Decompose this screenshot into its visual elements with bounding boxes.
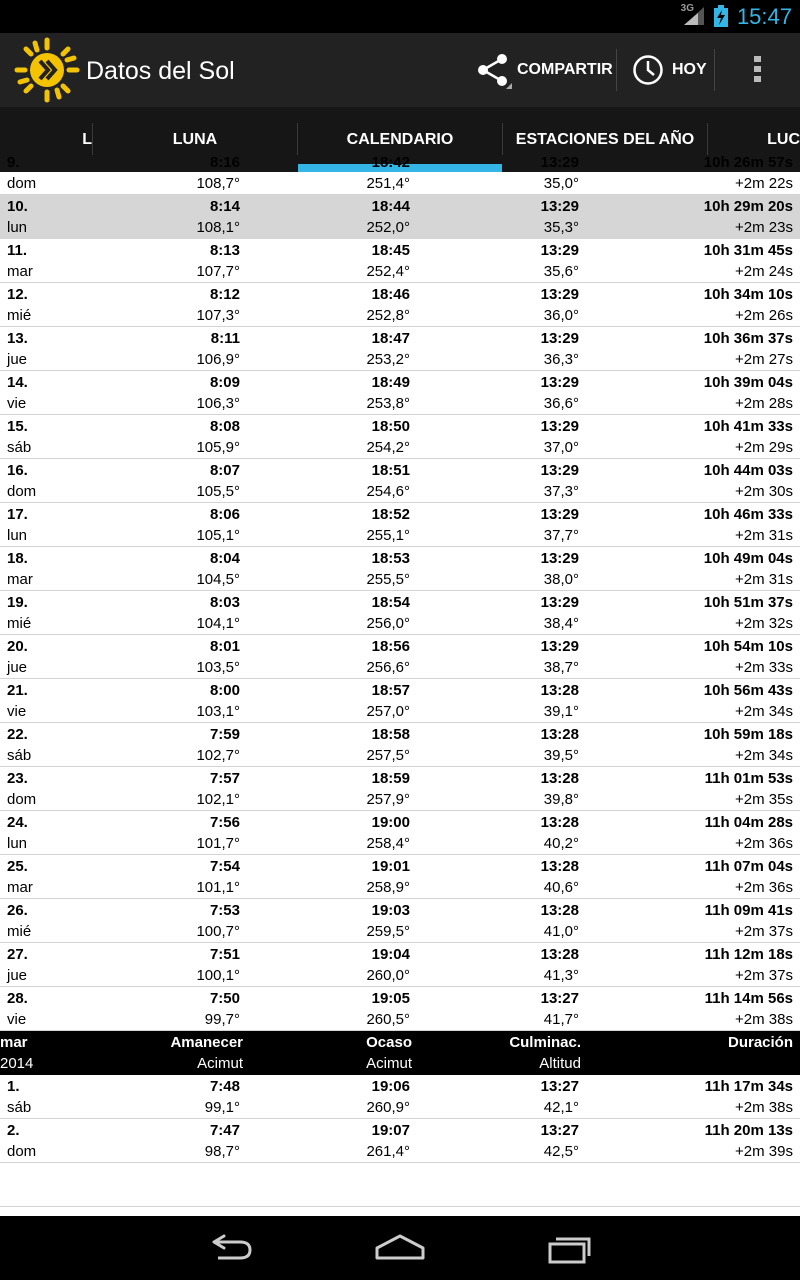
- sunset-azimuth: 260,0°: [366, 967, 410, 984]
- duration-delta: +2m 35s: [735, 791, 793, 808]
- header-year: 2014: [0, 1055, 34, 1072]
- sunset-time: 18:56: [371, 638, 410, 655]
- sunrise-time: 7:57: [209, 770, 240, 787]
- sunset-azimuth: 254,2°: [366, 439, 410, 456]
- sunset-azimuth: 255,1°: [366, 527, 410, 544]
- duration-delta: +2m 27s: [735, 351, 793, 368]
- sunrise-time: 8:00: [209, 682, 240, 699]
- weekday: jue: [7, 659, 28, 676]
- sunset-azimuth: 257,5°: [366, 747, 410, 764]
- culmination-altitude: 37,3°: [543, 483, 579, 500]
- day-duration: 10h 44m 03s: [703, 462, 793, 479]
- table-row[interactable]: [0, 371, 800, 415]
- sunrise-time: 8:12: [209, 286, 240, 303]
- weekday: vie: [7, 703, 27, 720]
- sunrise-time: 7:48: [209, 1078, 240, 1095]
- sunset-azimuth: 253,2°: [366, 351, 410, 368]
- network-type: 3G: [680, 3, 694, 14]
- day-duration: 10h 51m 37s: [703, 594, 793, 611]
- header-sunrise-azimuth: Acimut: [197, 1055, 243, 1072]
- sunrise-time: 8:14: [209, 198, 240, 215]
- day-number: 25.: [7, 858, 28, 875]
- sunset-time: 19:04: [371, 946, 410, 963]
- sunset-azimuth: 260,9°: [366, 1099, 410, 1116]
- sunrise-azimuth: 104,1°: [196, 615, 240, 632]
- day-number: 19.: [7, 594, 28, 611]
- day-number: 14.: [7, 374, 28, 391]
- header-sunset-azimuth: Acimut: [366, 1055, 412, 1072]
- sunset-time: 18:42: [371, 154, 410, 171]
- day-duration: 10h 36m 37s: [703, 330, 793, 347]
- day-duration: 10h 49m 04s: [703, 550, 793, 567]
- sunset-azimuth: 260,5°: [366, 1011, 410, 1028]
- day-number: 2.: [7, 1122, 20, 1139]
- table-row[interactable]: [0, 855, 800, 899]
- sunrise-azimuth: 103,5°: [196, 659, 240, 676]
- day-duration: 11h 09m 41s: [704, 902, 793, 919]
- today-label: HOY: [672, 61, 707, 78]
- sunset-time: 19:00: [371, 814, 410, 831]
- weekday: mié: [7, 923, 32, 940]
- sunset-time: 18:59: [371, 770, 410, 787]
- duration-delta: +2m 37s: [735, 967, 793, 984]
- culmination-altitude: 39,5°: [543, 747, 579, 764]
- month-header-row: [0, 1031, 800, 1075]
- day-duration: 11h 17m 34s: [704, 1078, 793, 1095]
- table-row[interactable]: [0, 239, 800, 283]
- sunset-azimuth: 261,4°: [366, 1143, 410, 1160]
- culmination-time: 13:29: [540, 506, 579, 523]
- table-row[interactable]: [0, 195, 800, 239]
- app-title: Datos del Sol: [86, 57, 235, 85]
- day-number: 20.: [7, 638, 28, 655]
- weekday: dom: [7, 791, 37, 808]
- culmination-altitude: 40,6°: [543, 879, 579, 896]
- tab-luna[interactable]: LUNA: [172, 130, 218, 148]
- day-number: 13.: [7, 330, 28, 347]
- culmination-time: 13:28: [540, 814, 579, 831]
- sunrise-time: 7:59: [209, 726, 240, 743]
- weekday: sáb: [7, 747, 32, 764]
- weekday: vie: [7, 395, 27, 412]
- day-duration: 11h 04m 28s: [704, 814, 793, 831]
- day-number: 12.: [7, 286, 28, 303]
- sunset-time: 18:54: [371, 594, 410, 611]
- table-row[interactable]: [0, 503, 800, 547]
- day-duration: 10h 31m 45s: [703, 242, 793, 259]
- sunset-time: 18:44: [371, 198, 410, 215]
- sunset-time: 19:07: [371, 1122, 410, 1139]
- weekday: mar: [7, 263, 33, 280]
- culmination-altitude: 37,7°: [543, 527, 579, 544]
- table-row[interactable]: [0, 151, 800, 195]
- culmination-time: 13:28: [540, 902, 579, 919]
- clock-icon: [632, 54, 664, 86]
- sunset-time: 18:53: [371, 550, 410, 567]
- day-duration: 10h 46m 33s: [703, 506, 793, 523]
- table-row[interactable]: [0, 723, 800, 767]
- culmination-time: 13:29: [540, 242, 579, 259]
- day-number: 23.: [7, 770, 28, 787]
- day-number: 22.: [7, 726, 28, 743]
- weekday: sáb: [7, 439, 32, 456]
- sunrise-time: 8:09: [209, 374, 240, 391]
- more-vertical-icon: [753, 55, 763, 85]
- culmination-altitude: 35,0°: [543, 175, 579, 192]
- culmination-altitude: 37,0°: [543, 439, 579, 456]
- sunrise-azimuth: 108,7°: [196, 175, 240, 192]
- duration-delta: +2m 30s: [735, 483, 793, 500]
- culmination-altitude: 39,1°: [543, 703, 579, 720]
- sunrise-time: 8:01: [209, 638, 240, 655]
- duration-delta: +2m 31s: [735, 571, 793, 588]
- sunrise-azimuth: 98,7°: [204, 1143, 240, 1160]
- recent-apps-icon[interactable]: [540, 1228, 600, 1268]
- culmination-time: 13:27: [540, 990, 579, 1007]
- culmination-altitude: 38,0°: [543, 571, 579, 588]
- sunset-time: 18:47: [371, 330, 410, 347]
- duration-delta: +2m 32s: [735, 615, 793, 632]
- day-duration: 10h 26m 57s: [703, 154, 793, 171]
- day-number: 9.: [7, 154, 20, 171]
- sunrise-azimuth: 100,7°: [196, 923, 240, 940]
- day-duration: 11h 14m 56s: [704, 990, 793, 1007]
- table-row[interactable]: [0, 1075, 800, 1119]
- weekday: dom: [7, 483, 37, 500]
- culmination-time: 13:28: [540, 770, 579, 787]
- culmination-time: 13:29: [540, 594, 579, 611]
- duration-delta: +2m 34s: [735, 703, 793, 720]
- sunrise-azimuth: 107,7°: [196, 263, 240, 280]
- duration-delta: +2m 24s: [735, 263, 793, 280]
- sunset-azimuth: 254,6°: [366, 483, 410, 500]
- header-sunset: Ocaso: [366, 1034, 412, 1051]
- culmination-altitude: 38,4°: [543, 615, 579, 632]
- sunset-azimuth: 253,8°: [366, 395, 410, 412]
- sunset-azimuth: 252,0°: [366, 219, 410, 236]
- day-number: 16.: [7, 462, 28, 479]
- culmination-altitude: 38,7°: [543, 659, 579, 676]
- tab-partial-right[interactable]: LUC: [767, 130, 800, 148]
- culmination-altitude: 41,0°: [543, 923, 579, 940]
- culmination-altitude: 41,3°: [543, 967, 579, 984]
- culmination-altitude: 35,6°: [543, 263, 579, 280]
- day-duration: 10h 59m 18s: [703, 726, 793, 743]
- culmination-time: 13:29: [540, 330, 579, 347]
- weekday: lun: [7, 835, 28, 852]
- table-row[interactable]: [0, 547, 800, 591]
- home-icon[interactable]: [370, 1228, 430, 1268]
- culmination-time: 13:29: [540, 550, 579, 567]
- weekday: mar: [7, 571, 33, 588]
- header-duration: Duración: [727, 1034, 793, 1051]
- culmination-altitude: 39,8°: [543, 791, 579, 808]
- day-number: 21.: [7, 682, 28, 699]
- system-nav-bar: [0, 1216, 800, 1280]
- duration-delta: +2m 28s: [735, 395, 793, 412]
- sunrise-azimuth: 105,5°: [196, 483, 240, 500]
- day-number: 28.: [7, 990, 28, 1007]
- table-body: [0, 195, 800, 1207]
- sunset-azimuth: 252,8°: [366, 307, 410, 324]
- culmination-time: 13:29: [540, 374, 579, 391]
- sunrise-time: 7:51: [209, 946, 240, 963]
- duration-delta: +2m 34s: [735, 747, 793, 764]
- sunset-azimuth: 257,9°: [366, 791, 410, 808]
- table-row[interactable]: [0, 943, 800, 987]
- day-duration: 10h 29m 20s: [703, 198, 793, 215]
- sunrise-azimuth: 105,9°: [196, 439, 240, 456]
- day-duration: 11h 01m 53s: [704, 770, 793, 787]
- action-divider: [616, 49, 617, 91]
- sunrise-azimuth: 104,5°: [196, 571, 240, 588]
- weekday: sáb: [7, 1099, 32, 1116]
- day-duration: 10h 34m 10s: [703, 286, 793, 303]
- duration-delta: +2m 39s: [735, 1143, 793, 1160]
- culmination-altitude: 40,2°: [543, 835, 579, 852]
- sunrise-time: 8:07: [209, 462, 240, 479]
- sunset-azimuth: 255,5°: [366, 571, 410, 588]
- sunset-time: 19:06: [371, 1078, 410, 1095]
- day-number: 24.: [7, 814, 28, 831]
- duration-delta: +2m 31s: [735, 527, 793, 544]
- sunrise-azimuth: 100,1°: [196, 967, 240, 984]
- day-number: 10.: [7, 198, 28, 215]
- sunset-azimuth: 259,5°: [366, 923, 410, 940]
- day-duration: 10h 54m 10s: [703, 638, 793, 655]
- day-number: 15.: [7, 418, 28, 435]
- table-row[interactable]: [0, 415, 800, 459]
- weekday: dom: [7, 175, 37, 192]
- table-row[interactable]: [0, 635, 800, 679]
- culmination-time: 13:29: [540, 418, 579, 435]
- clock: 15:47: [736, 4, 792, 29]
- duration-delta: +2m 38s: [735, 1099, 793, 1116]
- sunrise-time: 8:16: [209, 154, 240, 171]
- sunrise-time: 8:08: [209, 418, 240, 435]
- day-number: 1.: [7, 1078, 20, 1095]
- sunset-time: 18:52: [371, 506, 410, 523]
- culmination-time: 13:27: [540, 1078, 579, 1095]
- duration-delta: +2m 37s: [735, 923, 793, 940]
- duration-delta: +2m 29s: [735, 439, 793, 456]
- culmination-time: 13:29: [540, 198, 579, 215]
- culmination-time: 13:29: [540, 638, 579, 655]
- day-duration: 11h 20m 13s: [704, 1122, 793, 1139]
- header-month: mar: [0, 1034, 28, 1051]
- culmination-altitude: 41,7°: [543, 1011, 579, 1028]
- weekday: mié: [7, 615, 32, 632]
- today-button[interactable]: [632, 33, 714, 107]
- sunset-time: 18:50: [371, 418, 410, 435]
- weekday: jue: [7, 351, 28, 368]
- header-sunrise: Amanecer: [170, 1034, 243, 1051]
- culmination-time: 13:29: [540, 462, 579, 479]
- culmination-time: 13:28: [540, 682, 579, 699]
- culmination-altitude: 36,6°: [543, 395, 579, 412]
- sunset-time: 18:57: [371, 682, 410, 699]
- culmination-time: 13:29: [540, 154, 579, 171]
- sunrise-time: 7:47: [209, 1122, 240, 1139]
- action-bar: [0, 33, 800, 107]
- sunset-time: 18:58: [371, 726, 410, 743]
- sunrise-time: 8:11: [210, 330, 240, 347]
- sunset-time: 18:46: [371, 286, 410, 303]
- culmination-altitude: 36,3°: [543, 351, 579, 368]
- sunrise-azimuth: 103,1°: [196, 703, 240, 720]
- weekday: mié: [7, 307, 32, 324]
- culmination-time: 13:27: [540, 1122, 579, 1139]
- day-duration: 11h 12m 18s: [704, 946, 793, 963]
- day-number: 27.: [7, 946, 28, 963]
- sunrise-azimuth: 106,3°: [196, 395, 240, 412]
- weekday: lun: [7, 527, 28, 544]
- action-divider: [714, 49, 715, 91]
- table-row[interactable]: [0, 327, 800, 371]
- weekday: mar: [7, 879, 33, 896]
- sunset-azimuth: 258,4°: [366, 835, 410, 852]
- table-row[interactable]: [0, 459, 800, 503]
- culmination-time: 13:28: [540, 946, 579, 963]
- back-icon[interactable]: [200, 1228, 260, 1268]
- signal-icon: [682, 5, 706, 27]
- share-button[interactable]: [474, 33, 614, 107]
- table-row[interactable]: [0, 811, 800, 855]
- day-duration: 10h 41m 33s: [703, 418, 793, 435]
- table-row-partial[interactable]: [0, 1163, 800, 1207]
- table-row[interactable]: [0, 679, 800, 723]
- sunset-time: 18:45: [371, 242, 410, 259]
- duration-delta: +2m 36s: [735, 879, 793, 896]
- sunrise-azimuth: 99,1°: [204, 1099, 240, 1116]
- duration-delta: +2m 36s: [735, 835, 793, 852]
- table-row[interactable]: [0, 899, 800, 943]
- sunrise-azimuth: 102,7°: [196, 747, 240, 764]
- sunset-time: 19:03: [371, 902, 410, 919]
- duration-delta: +2m 23s: [735, 219, 793, 236]
- table-row[interactable]: [0, 987, 800, 1031]
- culmination-time: 13:28: [540, 726, 579, 743]
- culmination-altitude: 35,3°: [543, 219, 579, 236]
- header-culmination: Culminac.: [509, 1034, 581, 1051]
- day-number: 17.: [7, 506, 28, 523]
- sunrise-azimuth: 107,3°: [196, 307, 240, 324]
- weekday: dom: [7, 1143, 37, 1160]
- sunset-azimuth: 252,4°: [366, 263, 410, 280]
- sun-logo-icon[interactable]: [14, 37, 80, 103]
- day-number: 18.: [7, 550, 28, 567]
- sunrise-time: 7:54: [209, 858, 240, 875]
- tab-partial-left[interactable]: L: [82, 130, 92, 148]
- sunrise-time: 7:50: [209, 990, 240, 1007]
- tab-estaciones[interactable]: ESTACIONES DEL AÑO: [515, 130, 695, 148]
- sunrise-time: 8:04: [209, 550, 240, 567]
- table-row[interactable]: [0, 1119, 800, 1163]
- culmination-altitude: 42,5°: [543, 1143, 579, 1160]
- sunrise-time: 8:06: [209, 506, 240, 523]
- weekday: vie: [7, 1011, 27, 1028]
- sunrise-time: 8:03: [209, 594, 240, 611]
- share-icon: [474, 51, 512, 89]
- culmination-altitude: 42,1°: [543, 1099, 579, 1116]
- sunrise-azimuth: 101,1°: [196, 879, 240, 896]
- table-row[interactable]: [0, 283, 800, 327]
- sunset-time: 19:05: [371, 990, 410, 1007]
- sunrise-azimuth: 102,1°: [196, 791, 240, 808]
- sunset-azimuth: 257,0°: [366, 703, 410, 720]
- sunrise-azimuth: 105,1°: [196, 527, 240, 544]
- sunset-time: 18:49: [371, 374, 410, 391]
- culmination-time: 13:29: [540, 286, 579, 303]
- sunset-azimuth: 258,9°: [366, 879, 410, 896]
- duration-delta: +2m 26s: [735, 307, 793, 324]
- status-bar: [0, 0, 800, 33]
- day-number: 26.: [7, 902, 28, 919]
- overflow-menu-button[interactable]: [738, 33, 778, 107]
- sunrise-time: 7:56: [209, 814, 240, 831]
- sun-calendar-table[interactable]: [0, 154, 800, 1216]
- table-row[interactable]: [0, 591, 800, 635]
- sunrise-azimuth: 99,7°: [204, 1011, 240, 1028]
- day-number: 11.: [7, 242, 28, 259]
- sunset-azimuth: 256,0°: [366, 615, 410, 632]
- weekday: jue: [7, 967, 28, 984]
- day-duration: 10h 39m 04s: [703, 374, 793, 391]
- duration-delta: +2m 33s: [735, 659, 793, 676]
- tab-calendario[interactable]: CALENDARIO: [346, 130, 454, 148]
- table-row[interactable]: [0, 767, 800, 811]
- duration-delta: +2m 22s: [735, 175, 793, 192]
- duration-delta: +2m 38s: [735, 1011, 793, 1028]
- culmination-altitude: 36,0°: [543, 307, 579, 324]
- culmination-time: 13:28: [540, 858, 579, 875]
- weekday: lun: [7, 219, 28, 236]
- battery-charging-icon: [714, 5, 728, 27]
- sunset-time: 19:01: [371, 858, 410, 875]
- sunset-azimuth: 251,4°: [366, 175, 410, 192]
- sunrise-azimuth: 108,1°: [196, 219, 240, 236]
- sunrise-time: 7:53: [209, 902, 240, 919]
- sunrise-azimuth: 101,7°: [196, 835, 240, 852]
- sunrise-time: 8:13: [209, 242, 240, 259]
- day-duration: 10h 56m 43s: [703, 682, 793, 699]
- share-label: COMPARTIR: [517, 61, 613, 78]
- sunset-time: 18:51: [371, 462, 410, 479]
- header-altitude: Altitud: [539, 1055, 581, 1072]
- sunrise-azimuth: 106,9°: [196, 351, 240, 368]
- day-duration: 11h 07m 04s: [704, 858, 793, 875]
- sunset-azimuth: 256,6°: [366, 659, 410, 676]
